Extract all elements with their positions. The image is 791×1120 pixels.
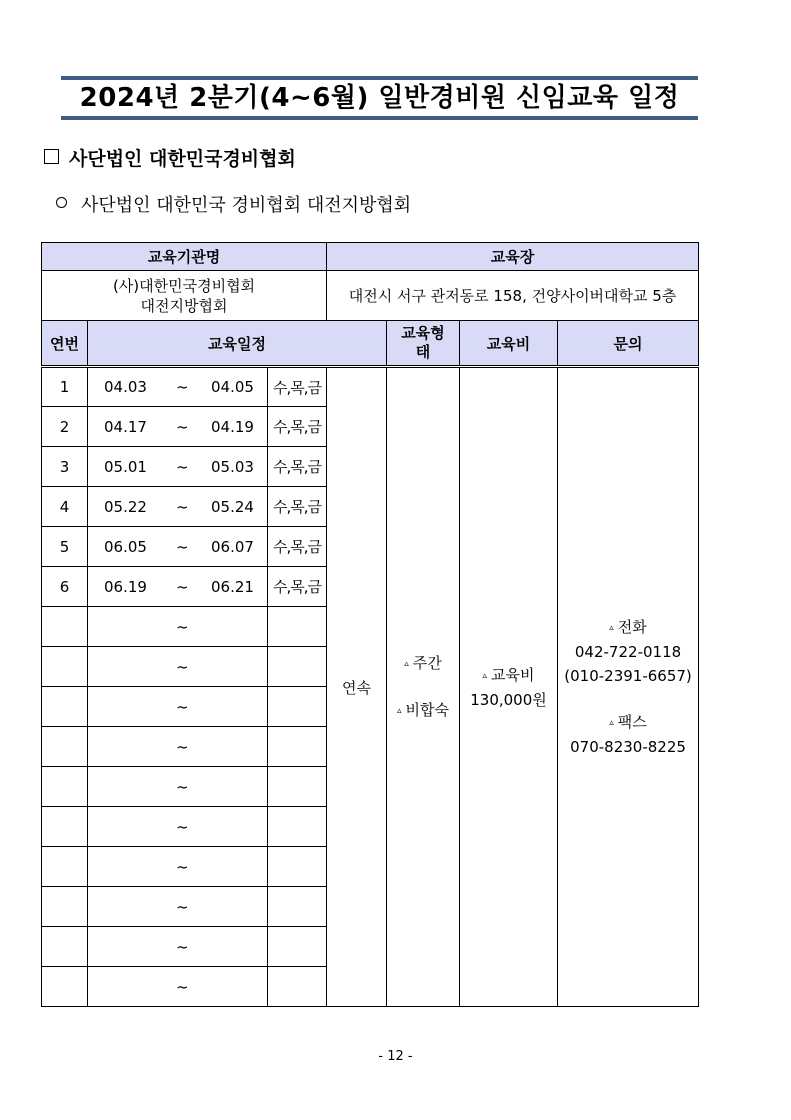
row-days-empty: [268, 887, 327, 927]
row-no-empty: [42, 967, 88, 1007]
row-days: 수,목,금: [268, 447, 327, 487]
header-type-line2: 태: [415, 343, 431, 361]
row-date-range-empty: [88, 727, 268, 767]
row-no: 6: [42, 567, 88, 607]
row-date-range: [88, 487, 268, 527]
section-heading-text: 사단법인 대한민국경비협회: [69, 148, 296, 170]
row-separator: ~: [176, 657, 189, 676]
row-end-date: 06.07: [211, 537, 254, 556]
triangle-bullet-icon: ▵: [482, 670, 488, 681]
row-date-range-empty: [88, 607, 268, 647]
fax-number: 070-8230-8225: [570, 738, 686, 756]
triangle-bullet-icon: ▵: [609, 623, 614, 633]
phone-label-text: 전화: [617, 618, 647, 636]
row-days-empty: [268, 927, 327, 967]
row-days: 수,목,금: [268, 487, 327, 527]
row-start-date: 06.19: [104, 577, 147, 596]
row-days-empty: [268, 807, 327, 847]
fax-label: [558, 710, 698, 735]
row-date-range-empty: [88, 767, 268, 807]
phone-number-1: 042-722-0118: [574, 643, 682, 661]
triangle-bullet-icon: ▵: [396, 706, 402, 716]
row-no-empty: [42, 687, 88, 727]
row-date-range: [88, 527, 268, 567]
row-end-date: 04.05: [211, 378, 254, 396]
row-days: 수,목,금: [268, 567, 327, 607]
row-start-date: 04.03: [104, 378, 147, 396]
row-date-range: [88, 407, 268, 447]
title-rule-bottom: [61, 116, 698, 120]
row-separator: ~: [176, 697, 189, 716]
row-start-date: 05.01: [104, 457, 147, 476]
table-row-institution: [42, 271, 699, 321]
fee-label: [460, 663, 557, 688]
row-no: 3: [42, 447, 88, 487]
row-start-date: 05.22: [104, 497, 147, 516]
row-separator: ~: [176, 497, 189, 516]
header-institution: 교육기관명: [42, 243, 327, 271]
row-no-empty: [42, 767, 88, 807]
row-days: 수,목,금: [268, 367, 327, 407]
row-days-empty: [268, 607, 327, 647]
row-separator: ~: [176, 977, 189, 996]
row-no-empty: [42, 847, 88, 887]
phone-number-2: (010-2391-6657): [564, 667, 692, 685]
row-days-empty: [268, 767, 327, 807]
row-no-empty: [42, 647, 88, 687]
row-no: 5: [42, 527, 88, 567]
row-days-empty: [268, 727, 327, 767]
row-days: 수,목,금: [268, 407, 327, 447]
schedule-table: [41, 242, 699, 1007]
row-separator: ~: [176, 857, 189, 876]
row-days-empty: [268, 847, 327, 887]
row-separator: ~: [176, 457, 189, 476]
row-no-empty: [42, 807, 88, 847]
row-start-date: 04.17: [104, 417, 147, 436]
header-fee: 교육비: [460, 321, 558, 367]
row-separator: ~: [176, 817, 189, 836]
checkbox-square-icon: [44, 149, 59, 164]
row-separator: ~: [176, 937, 189, 956]
subsection-heading-text: 사단법인 대한민국 경비협회 대전지방협회: [81, 195, 412, 216]
type-nonboarding-text: 비합숙: [405, 701, 449, 719]
row-no-empty: [42, 607, 88, 647]
row-no: 4: [42, 487, 88, 527]
institution-name: [42, 271, 327, 321]
triangle-bullet-icon: ▵: [404, 659, 409, 669]
fee-cell: [460, 367, 558, 1007]
document-title-block: [61, 76, 698, 120]
row-separator: ~: [176, 777, 189, 796]
institution-line1: (사)대한민국경비협회: [112, 276, 256, 295]
page-number: - 12 -: [378, 1049, 413, 1064]
circle-bullet-icon: [56, 197, 67, 208]
venue-address: 대전시 서구 관저동로 158, 건양사이버대학교 5층: [327, 271, 699, 321]
row-date-range-empty: [88, 647, 268, 687]
row-separator: ~: [176, 897, 189, 916]
row-date-range: [88, 447, 268, 487]
row-days-empty: [268, 647, 327, 687]
row-end-date: 04.19: [211, 417, 254, 436]
type-daytime-text: 주간: [412, 654, 442, 672]
phone-label: [558, 615, 698, 640]
row-date-range-empty: [88, 687, 268, 727]
fee-label-text: 교육비: [491, 665, 535, 684]
type-cell: [387, 367, 460, 1007]
subsection-heading: [56, 191, 411, 217]
row-no: 1: [42, 367, 88, 407]
row-date-range: [88, 367, 268, 407]
row-date-range-empty: [88, 967, 268, 1007]
header-venue: 교육장: [327, 243, 699, 271]
row-date-range-empty: [88, 927, 268, 967]
fax-label-text: 팩스: [617, 713, 647, 731]
row-separator: ~: [176, 537, 189, 556]
row-no: 2: [42, 407, 88, 447]
row-separator: ~: [176, 378, 189, 396]
row-separator: ~: [176, 737, 189, 756]
type-nonboarding: [387, 698, 459, 723]
header-type-line1: 교육형: [401, 324, 445, 342]
type-daytime: [387, 651, 459, 676]
row-separator: ~: [176, 617, 189, 636]
row-date-range: [88, 567, 268, 607]
row-days-empty: [268, 687, 327, 727]
header-schedule: 교육일정: [88, 321, 387, 367]
row-separator: ~: [176, 577, 189, 596]
row-date-range-empty: [88, 847, 268, 887]
row-days: 수,목,금: [268, 527, 327, 567]
table-row-institution-header: [42, 243, 699, 271]
fee-amount: 130,000원: [470, 690, 547, 709]
row-no-empty: [42, 927, 88, 967]
section-heading: [44, 144, 296, 171]
triangle-bullet-icon: ▵: [609, 718, 614, 728]
document-title: 2024년 2분기(4~6월) 일반경비원 신임교육 일정: [79, 83, 680, 113]
institution-line2: 대전지방협회: [140, 296, 228, 315]
row-end-date: 06.21: [211, 577, 254, 596]
mode-cell: 연속: [327, 367, 387, 1007]
table-row-column-header: [42, 321, 699, 367]
row-date-range-empty: [88, 887, 268, 927]
row-no-empty: [42, 727, 88, 767]
header-contact: 문의: [558, 321, 699, 367]
row-separator: ~: [176, 417, 189, 436]
table-row: [42, 367, 699, 407]
header-no: 연번: [42, 321, 88, 367]
row-days-empty: [268, 967, 327, 1007]
row-no-empty: [42, 887, 88, 927]
contact-cell: [558, 367, 699, 1007]
row-date-range-empty: [88, 807, 268, 847]
row-end-date: 05.24: [211, 497, 254, 516]
header-type: [387, 321, 460, 367]
row-end-date: 05.03: [211, 457, 254, 476]
row-start-date: 06.05: [104, 537, 147, 556]
